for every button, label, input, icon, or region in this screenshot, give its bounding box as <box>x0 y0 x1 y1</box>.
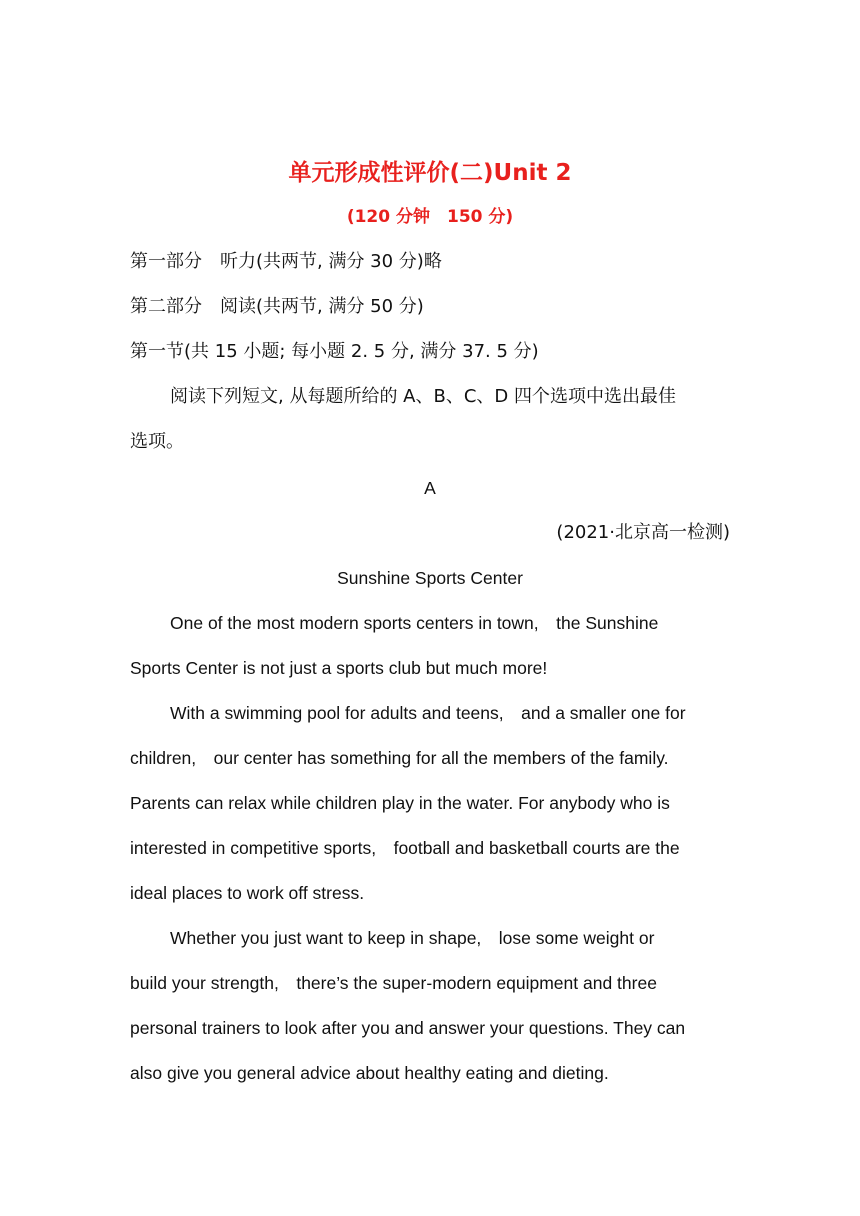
paragraph-line: One of the most modern sports centers in town, the Sunshine <box>170 613 659 633</box>
paragraph-line: interested in competitive sports, football and basketball courts are the <box>130 838 680 858</box>
paragraph-line: Sports Center is not just a sports club but much more! <box>130 658 548 678</box>
paragraph-line: Whether you just want to keep in shape, lose some weight or <box>170 928 655 948</box>
paragraph-line: also give you general advice about healthy eating and dieting. <box>130 1063 609 1083</box>
instruction-line-2: 选项。 <box>130 431 184 452</box>
time-and-score: (120 分钟 150 分) <box>346 207 514 227</box>
part-one-heading: 第一部分 听力(共两节, 满分 30 分)略 <box>130 251 442 272</box>
paragraph-line: Parents can relax while children play in the water. For anybody who is <box>130 793 670 813</box>
paragraph-line: build your strength, there’s the super-modern equipment and three <box>130 973 657 993</box>
passage-source: (2021·北京高一检测) <box>556 522 730 543</box>
paragraph-line: personal trainers to look after you and answer your questions. They can <box>130 1018 686 1038</box>
part-two-heading: 第二部分 阅读(共两节, 满分 50 分) <box>130 296 424 317</box>
page-title: 单元形成性评价(二)Unit 2 <box>288 160 572 186</box>
section-one-heading: 第一节(共 15 小题; 每小题 2. 5 分, 满分 37. 5 分) <box>130 341 539 362</box>
passage-label: A <box>424 478 436 498</box>
paragraph-line: ideal places to work off stress. <box>130 883 365 903</box>
passage-title: Sunshine Sports Center <box>337 568 523 588</box>
instruction-line-1: 阅读下列短文, 从每题所给的 A、B、C、D 四个选项中选出最佳 <box>170 386 676 407</box>
paragraph-line: With a swimming pool for adults and teens, and a smaller one for <box>170 703 686 723</box>
paragraph-line: children, our center has something for all the members of the family. <box>130 748 669 768</box>
